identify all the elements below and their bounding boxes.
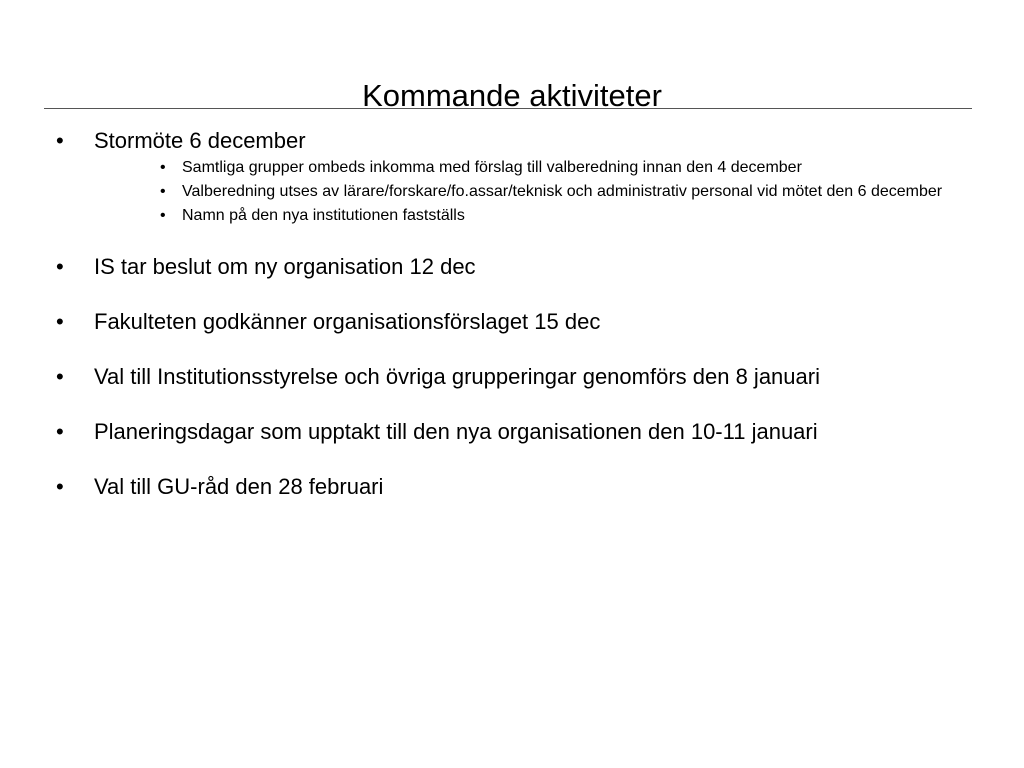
bullet-icon: • [56, 364, 64, 389]
sub-list-item [158, 158, 986, 177]
list-item-text: Val till Institutionsstyrelse och övriga grupperingar genomförs den 8 januari [94, 364, 820, 389]
sub-bullet-list [158, 158, 986, 225]
slide-title: Kommande aktiviteter [362, 78, 662, 113]
bullet-icon: • [160, 207, 166, 224]
sub-list-item-text: Namn på den nya institutionen fastställs [182, 207, 465, 224]
list-item-stormote [56, 128, 986, 225]
bullet-icon: • [56, 309, 64, 334]
list-item-text: Planeringsdagar som upptakt till den nya organisationen den 10-11 januari [94, 419, 818, 444]
sub-list-item-text: Samtliga grupper ombeds inkomma med förslag till valberedning innan den 4 december [182, 159, 802, 176]
list-item-text: Fakulteten godkänner organisationsförslaget 15 dec [94, 309, 601, 334]
list-item-text: Stormöte 6 december [94, 128, 306, 153]
list-item-text: IS tar beslut om ny organisation 12 dec [94, 254, 476, 279]
bullet-list [56, 128, 986, 500]
bullet-icon: • [160, 183, 166, 200]
bullet-icon: • [160, 159, 166, 176]
list-item [56, 419, 986, 445]
list-item [56, 309, 986, 335]
sub-list-item [158, 182, 986, 201]
bullet-icon: • [56, 254, 64, 279]
title-divider [44, 108, 972, 109]
bullet-icon: • [56, 474, 64, 499]
sub-list-item [158, 206, 986, 225]
list-item [56, 474, 986, 500]
list-item [56, 254, 986, 280]
list-item [56, 364, 986, 390]
bullet-icon: • [56, 128, 64, 153]
list-item-text: Val till GU-råd den 28 februari [94, 474, 384, 499]
sub-list-item-text: Valberedning utses av lärare/forskare/fo.assar/teknisk och administrativ personal vid mötet den 6 december [182, 183, 943, 200]
bullet-icon: • [56, 419, 64, 444]
